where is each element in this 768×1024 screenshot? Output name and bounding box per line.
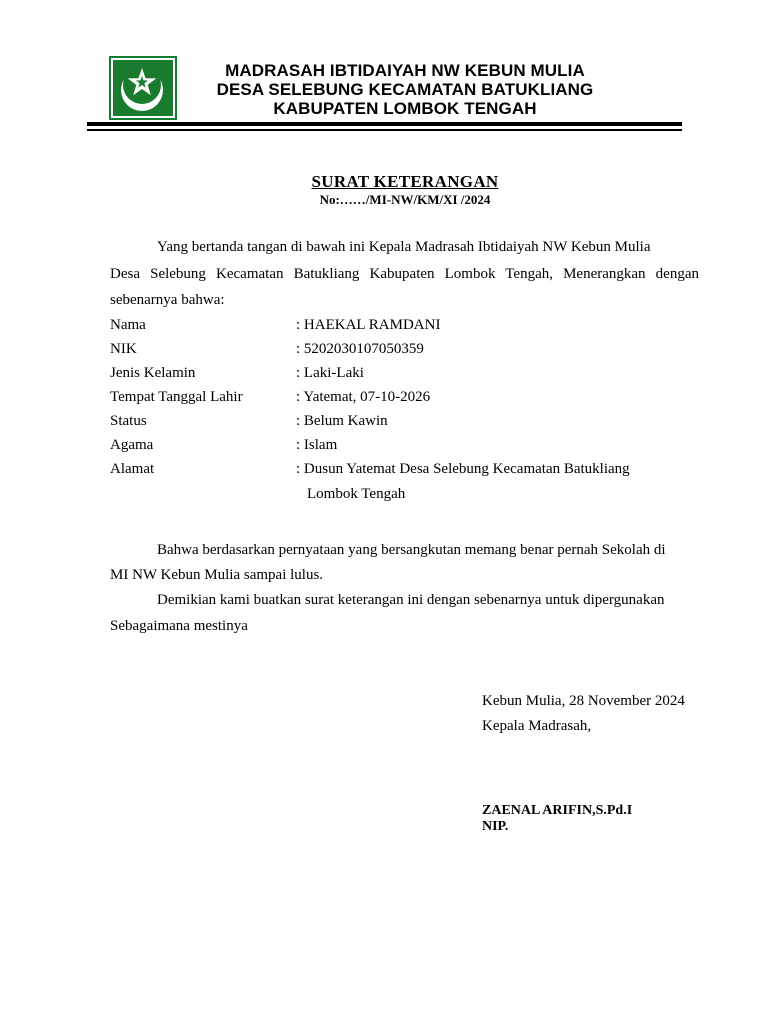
body-p1-line-1: Bahwa berdasarkan pernyataan yang bersangkutan memang benar pernah Sekolah di [157, 542, 666, 558]
field-label-ttl: Tempat Tanggal Lahir [110, 389, 243, 405]
letter-title: SURAT KETERANGAN [311, 172, 499, 191]
field-value-jenis-kelamin: : Laki-Laki [296, 365, 364, 381]
field-value-ttl: : Yatemat, 07-10-2026 [296, 389, 431, 405]
field-value-status: : Belum Kawin [296, 413, 388, 429]
letterhead-line-1: MADRASAH IBTIDAIYAH NW KEBUN MULIA [225, 61, 585, 80]
header-divider-thin [87, 129, 682, 131]
signature-position: Kepala Madrasah, [482, 718, 592, 734]
header-divider-thick [87, 122, 682, 126]
intro-line-1: Yang bertanda tangan di bawah ini Kepala Madrasah Ibtidaiyah NW Kebun Mulia [157, 239, 651, 255]
field-label-status: Status [110, 413, 147, 429]
madrasah-logo [109, 56, 177, 120]
body-p1-line-2: MI NW Kebun Mulia sampai lulus. [110, 567, 324, 583]
field-label-agama: Agama [110, 437, 154, 453]
field-value-nama: : HAEKAL RAMDANI [296, 317, 441, 333]
body-p2-line-1: Demikian kami buatkan surat keterangan ini dengan sebenarnya untuk dipergunakan [157, 592, 665, 608]
field-label-nik: NIK [110, 341, 137, 357]
body-p2-line-2: Sebagaimana mestinya [110, 618, 248, 634]
signature-nip: NIP. [482, 819, 509, 834]
field-value-alamat-cont: Lombok Tengah [307, 486, 406, 502]
letterhead-line-3: KABUPATEN LOMBOK TENGAH [273, 99, 537, 118]
letterhead-line-2: DESA SELEBUNG KECAMATAN BATUKLIANG [216, 80, 594, 99]
intro-line-2: Desa Selebung Kecamatan Batukliang Kabupaten Lombok Tengah, Menerangkan dengan [110, 266, 699, 282]
field-value-alamat: : Dusun Yatemat Desa Selebung Kecamatan Batukliang [296, 461, 630, 477]
field-label-alamat: Alamat [110, 461, 155, 477]
field-value-nik: : 5202030107050359 [296, 341, 424, 357]
letter-number: No:……/MI-NW/KM/XI /2024 [319, 192, 491, 207]
signature-name: ZAENAL ARIFIN,S.Pd.I [482, 803, 633, 818]
field-label-jenis-kelamin: Jenis Kelamin [110, 365, 196, 381]
field-value-agama: : Islam [296, 437, 338, 453]
field-label-nama: Nama [110, 317, 146, 333]
signature-place-date: Kebun Mulia, 28 November 2024 [482, 693, 685, 709]
intro-line-3: sebenarnya bahwa: [110, 292, 225, 308]
